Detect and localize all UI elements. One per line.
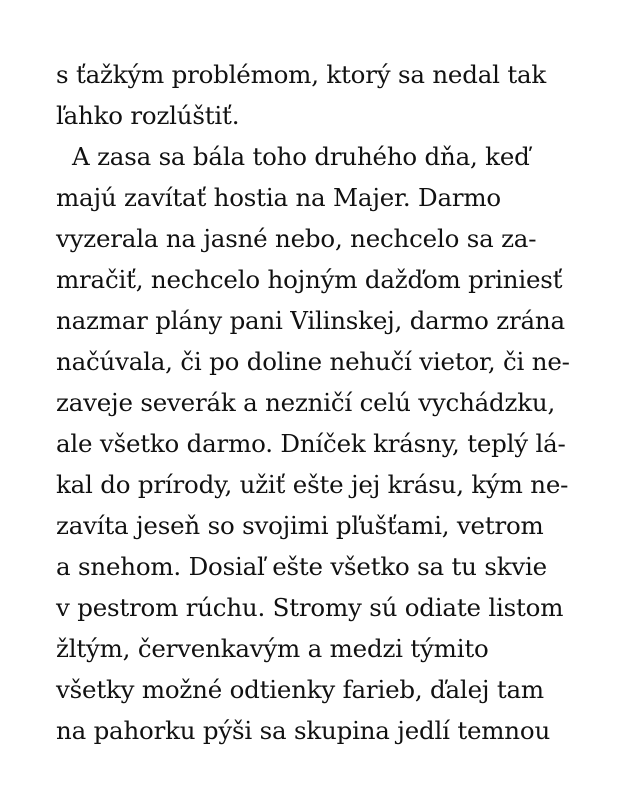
- text-line: na pahorku pýši sa skupina jedlí temnou: [56, 716, 551, 745]
- text-line: mračiť, nechcelo hojným dažďom priniesť: [56, 265, 563, 294]
- paragraph-start-line: A zasa sa bála toho druhého dňa, keď: [72, 142, 530, 171]
- text-line: a snehom. Dosiaľ ešte všetko sa tu skvie: [56, 552, 547, 581]
- text-line: ľahko rozlúštiť.: [56, 101, 240, 130]
- text-line: všetky možné odtienky farieb, ďalej tam: [56, 675, 544, 704]
- text-line: zavíta jeseň so svojimi pľušťami, vetrom: [56, 511, 544, 540]
- text-line: kal do prírody, užiť ešte jej krásu, kým ne-: [56, 470, 569, 499]
- text-line: načúvala, či po doline nehučí vietor, či ne-: [56, 347, 570, 376]
- text-line: v pestrom rúchu. Stromy sú odiate listom: [56, 593, 564, 622]
- text-line: ale všetko darmo. Dníček krásny, teplý lá-: [56, 429, 566, 458]
- body-text: [56, 54, 616, 751]
- text-line: majú zavítať hostia na Majer. Darmo: [56, 183, 501, 212]
- text-line: zaveje severák a nezničí celú vychádzku,: [56, 388, 556, 417]
- text-line: vyzerala na jasné nebo, nechcelo sa za-: [56, 224, 537, 253]
- text-line: s ťažkým problémom, ktorý sa nedal tak: [56, 60, 547, 89]
- text-line: žltým, červenkavým a medzi týmito: [56, 634, 489, 663]
- text-line: nazmar plány pani Vilinskej, darmo zrána: [56, 306, 565, 335]
